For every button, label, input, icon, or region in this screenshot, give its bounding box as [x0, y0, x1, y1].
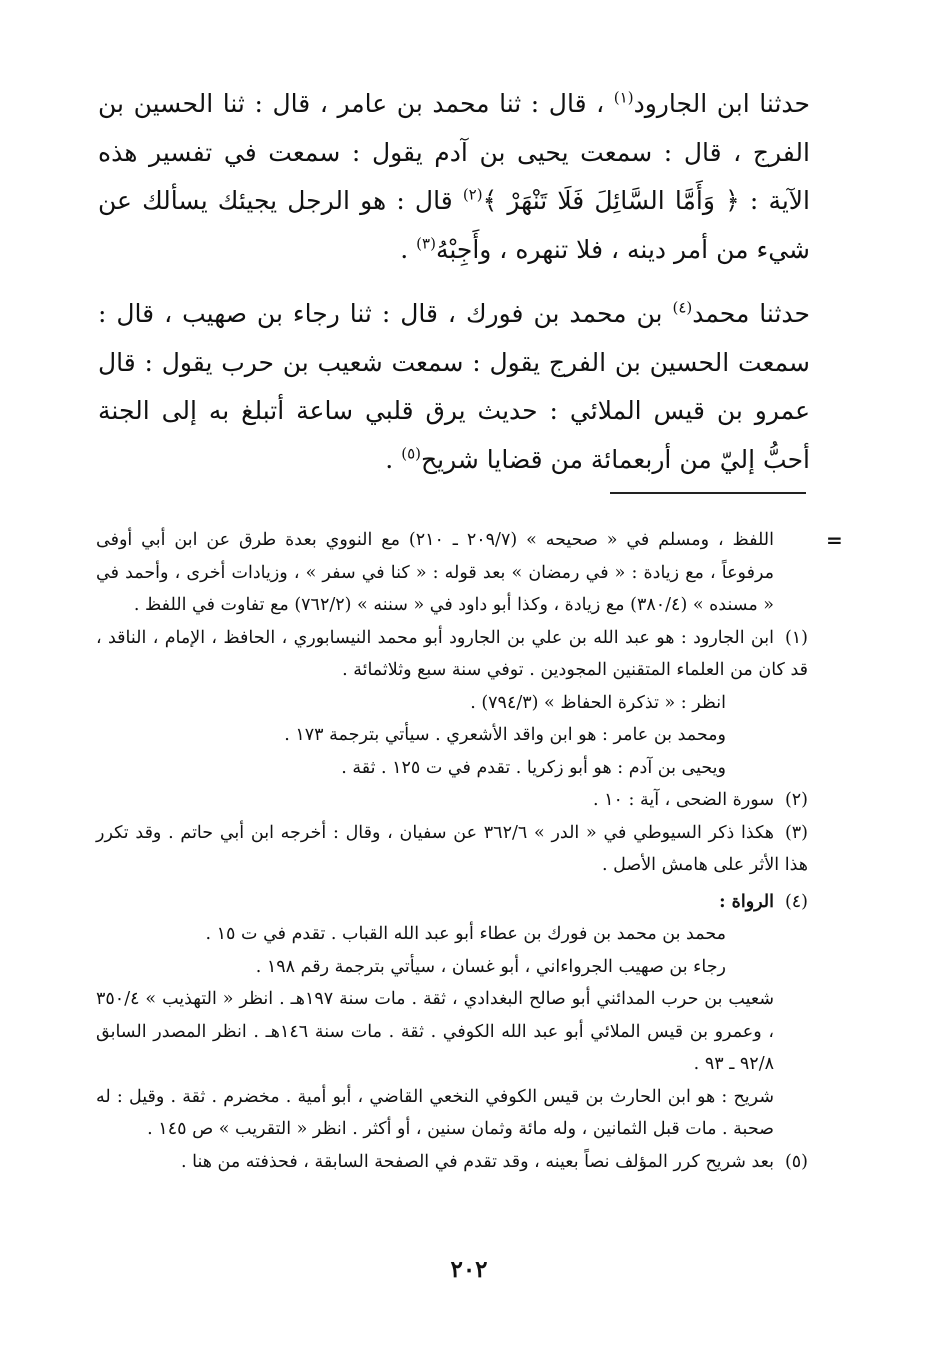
main-text — [98, 80, 810, 484]
footnote-2 — [96, 784, 808, 817]
footnote-heading: الرواة : — [719, 891, 774, 912]
footnote-number: (١) — [784, 627, 808, 648]
footnote-number: (٢) — [784, 790, 808, 810]
text-run: بن محمد بن فورك ، قال : ثنا رجاء بن صهيب ، قال : سمعت الحسين بن الفرج يقول : سمعت شعيب بن حرب يقول : قال عمرو بن قيس الملائي : حديث يرق قلبي ساعة أتبلغ به إلى الجنة أحبُّ إليّ من أربعمائة من قضايا شريح — [98, 299, 810, 474]
footnote-1-source: انظر : « تذكرة الحفاظ » (٧٩٤/٣) . — [470, 692, 726, 713]
footnote-4-narrator: شعيب بن حرب المدائني أبو صالح البغدادي ، ثقة . مات سنة ١٩٧هـ . انظر « التهذيب » ٣٥٠/٤ ، وعمرو بن قيس الملائي أبو عبد الله الكوفي . ثقة . مات سنة ١٤٦هـ . انظر المصدر السابق ٩٢/٨ ـ ٩٣ . — [96, 989, 775, 1074]
footnote-1 — [96, 622, 808, 687]
footnote-ref-3[interactable]: (٣) — [416, 234, 436, 253]
footnote-separator — [610, 492, 806, 494]
footnote-carryover: اللفظ ، ومسلم في « صحيحه » (٢٠٩/٧ ـ ٢١٠) مع النووي بعدة طرق عن ابن أبي أوفى مرفوعاً ، مع زيادة : « في رمضان » بعد قوله : « كنا في سفر » ، وزيادات أخرى ، وأحمد في « مسنده » (٣٨٠/٤) مع زيادة ، وكذا أبو داود في « سننه » (٧٦٢/٢) مع تفاوت في اللفظ . — [96, 530, 774, 615]
footnote-text: بعد شريح كرر المؤلف نصاً بعينه ، وقد تقدم في الصفحة السابقة ، فحذفته من هنا . — [181, 1151, 774, 1172]
text-run: . — [400, 234, 417, 264]
footnote-5 — [96, 1146, 808, 1179]
footnote-text: سورة الضحى ، آية : ١٠ . — [592, 790, 774, 810]
text-run: حدثنا ابن الجارود — [633, 89, 810, 118]
footnote-ref-4[interactable]: (٤) — [672, 298, 693, 317]
paragraph-2 — [98, 290, 810, 484]
footnote-3 — [96, 817, 808, 882]
continuation-mark: = — [826, 528, 843, 552]
footnote-number: (٥) — [784, 1151, 808, 1172]
footnote-text: هكذا ذكر السيوطي في « الدر » ٣٦٢/٦ عن سفيان ، وقال : أخرجه ابن أبي حاتم . وقد تكرر هذا الأثر على هامش الأصل . — [96, 822, 808, 875]
text-run: قال : هو الرجل يجيئك يسألك عن شيء من أمر دينه ، فلا تنهره ، وأَجِبْهُ — [98, 186, 810, 264]
text-run: ، قال : ثنا محمد بن عامر ، قال : ثنا الحسين بن الفرج ، قال : سمعت يحيى بن آدم يقول : سمعت في تفسير هذه الآية : ﴿ وَأَمَّا السَّائِلَ فَلَا تَنْهَرْ ﴾ — [98, 89, 811, 215]
footnote-4-narrator: رجاء بن صهيب الجرواءاني ، أبو غسان ، سيأتي بترجمة رقم ١٩٨ . — [255, 956, 726, 977]
page-number: ٢٠٢ — [450, 1256, 488, 1283]
footnote-4 — [96, 886, 808, 919]
footnote-number: (٤) — [784, 891, 808, 912]
footnote-4-narrator: شريح : هو ابن الحارث بن قيس الكوفي النخعي القاضي ، أبو أمية . مخضرم . ثقة . وقيل : له صحبة . مات قبل الثمانين ، وله مائة وثمان سنين ، أو أكثر . انظر « التقريب » ص ١٤٥ . — [96, 1086, 774, 1139]
footnote-1-narrator: ومحمد بن عامر : هو ابن واقد الأشعري . سيأتي بترجمة ١٧٣ . — [284, 725, 726, 745]
text-run: حدثنا محمد — [692, 299, 811, 328]
footnotes — [96, 524, 808, 1178]
footnote-number: (٣) — [784, 822, 808, 843]
footnote-text: ابن الجارود : هو عبد الله بن علي بن الجارود أبو محمد النيسابوري ، الحافظ ، الإمام ، الناقد ، قد كان من العلماء المتقنين المجودين . توفي سنة سبع وثلاثمائة . — [96, 627, 808, 680]
footnote-1-narrator: ويحيى بن آدم : هو أبو زكريا . تقدم في ت ١٢٥ . ثقة . — [341, 757, 726, 778]
paragraph-1 — [98, 80, 810, 274]
text-run: . — [385, 444, 402, 474]
footnote-ref-5[interactable]: (٥) — [401, 444, 421, 463]
footnote-ref-1[interactable]: (١) — [613, 88, 634, 107]
footnote-ref-2[interactable]: (٢) — [462, 185, 483, 204]
footnote-4-narrator: محمد بن محمد بن فورك بن عطاء أبو عبد الله القباب . تقدم في ت ١٥ . — [205, 924, 726, 944]
